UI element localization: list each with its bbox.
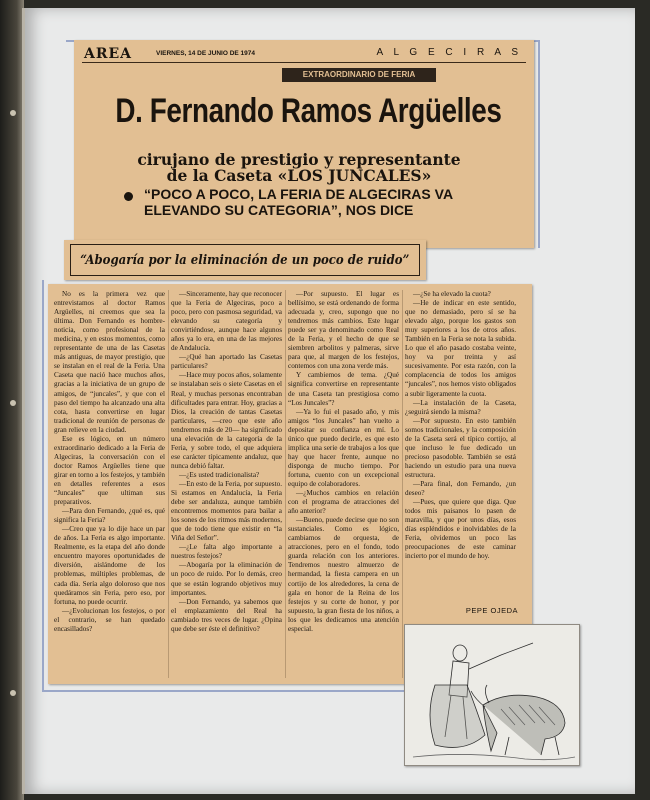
paragraph: —La instalación de la Caseta, ¿seguirá siendo la misma? — [405, 398, 516, 416]
article-headline: D. Fernando Ramos Argüelles — [115, 92, 502, 130]
border-line — [42, 690, 404, 692]
paragraph: —Sinceramente, hay que reconocer que la Feria de Algeciras, poco a poco, pero con pasmosa seguridad, va elevando su categoría y convirtiéndose, aunque hace algunos años ya lo era, en una de las mejores de Andalucía. — [171, 290, 282, 353]
sketch-cape — [430, 685, 485, 747]
paragraph: —Don Fernando, ya sabemos que el emplazamiento del Real ha cambiado tres veces de lugar. ¿Opina que debe ser éste el definitivo? — [171, 597, 282, 633]
paragraph: No es la primera vez que entrevistamos al doctor Ramos Argüelles, ni creemos que sea la última. Don Fernando es hombre-noticia, como profesional de la medicina, y en estos momentos, como representante de una de las Casetas más antiguas, de mayor prestigio, que se instalan en el real de la Feria. Una Caseta que nació hace muchos años, gracias a la iniciativa de un grupo de amigos, de “juncales”, y que con el paso del tiempo ha alcanzado una alta cota, hasta convertirse en lugar tradicional de reunión de personas de gran relieve en la ciudad. — [54, 290, 165, 434]
paragraph: —Por supuesto. En esto también somos tradicionales, y la composición de la Caseta será el típico cortijo, al que incluso le fue dedicado un precioso pasodoble. También se está haciendo un estudio para una nueva estructura. — [405, 416, 516, 479]
binding-ring — [10, 400, 16, 406]
sketch-torero-head — [453, 645, 467, 661]
paragraph: Ese es lógico, en un número extraordinario dedicado a la Feria de Algeciras, la conversación con el doctor Ramos Argüelles tiene que girar en torno a los festejos, y también en detalles referentes a esos “Juncales” que ultiman sus preparativos. — [54, 434, 165, 507]
boxed-quote-clipping — [64, 240, 426, 280]
article-subhead: cirujano de prestigio y representante — [137, 150, 461, 169]
paragraph: —Abogaría por la eliminación de un poco de ruido. Por lo demás, creo que se están logrando objetivos muy importantes. — [171, 561, 282, 597]
pull-quote — [144, 186, 516, 218]
paragraph: —¿Qué han aportado las Casetas particulares? — [171, 353, 282, 371]
bullet-icon — [124, 192, 133, 201]
paragraph: —Pues, que quiere que diga. Que todos mis paisanos lo pasen de maravilla, y que por unos días, esos días espléndidos e inolvidables de la Feria, olvidemos un poco las preocupaciones de este caminar incierto por el mundo de hoy. — [405, 498, 516, 561]
album-binding — [0, 0, 24, 800]
column-rule — [285, 290, 286, 678]
byline: PEPE OJEDA — [465, 606, 518, 615]
newspaper-logo: AREA — [84, 46, 133, 62]
boxed-quote-frame — [70, 244, 420, 276]
header-clipping — [74, 40, 534, 248]
paragraph: —Para don Fernando, ¿qué es, qué significa la Feria? — [54, 507, 165, 525]
border-line — [538, 40, 540, 248]
sketch-torero-arm — [469, 643, 533, 669]
paragraph: —En esto de la Feria, por supuesto. Si estamos en Andalucía, la Feria debe ser andaluza, aunque también encontremos momentos para bailar a los sones de los ritmos más modernos, que de todo tiene que existir en “la Viña del Señor”. — [171, 479, 282, 543]
text-column-3 — [288, 290, 399, 680]
paragraph: —Creo que ya lo dije hace un par de años. La Feria es algo importante. Realmente, es la etapa del año donde encuentro mayores oportunidades de diversión, aislándome de los problemas, múltiples problemas, de cada día. Sería algo doloroso que nos quedáramos sin Feria, pero eso, por fortuna, no puede ocurrir. — [54, 525, 165, 606]
city-name: A L G E C I R A S — [376, 47, 522, 58]
paragraph: —He de indicar en este sentido, que no demasiado, pero sí se ha elevado algo, porque los gastos son muy superiores a los de otros años. También en la Feria se nota la subida. Lo que el año pasado costaba veinte, hoy va por treinta y así sucesivamente. Por esta razón, con la complacencia de todos los amigos “juncales”, nos hemos visto obligados a subir ligeramente la cuota. — [405, 299, 516, 398]
sketch-bull — [483, 695, 565, 755]
paragraph: —¿Muchos cambios en relación con el programa de atracciones del año anterior? — [288, 489, 399, 516]
text-column-1 — [54, 290, 165, 680]
column-rule — [402, 290, 403, 678]
sketch-ground — [413, 754, 575, 759]
header-rule — [82, 62, 526, 63]
column-rule — [168, 290, 169, 678]
paragraph: —Ya lo fui el pasado año, y mis amigos “los Juncales” han vuelto a depositar su confianza en mí. Lo único que puedo decirle, es que esto implica una serie de trabajos a los que hay que hacer frente, aunque no disponga de mucho tiempo. Por fortuna, cuento con un excepcional equipo de colaboradores. — [288, 407, 399, 488]
bullfight-drawing — [404, 624, 580, 766]
binding-ring — [10, 110, 16, 116]
pull-quote-line: ELEVANDO SU CATEGORIA”, NOS DICE — [144, 202, 414, 218]
paragraph: Y cambiemos de tema. ¿Qué significa convertirse en representante de una Caseta tan prestigiosa como “Los Juncales”? — [288, 371, 399, 407]
binding-ring — [10, 690, 16, 696]
text-column-4 — [405, 290, 516, 610]
paragraph: —Hace muy pocos años, solamente se instalaban seis o siete Casetas en el Real, y muchas personas encontraban dificultades para entrar. Hoy, gracias a Dios, la creación de tantas Casetas particulares, —creo que este año tendremos más de 20— ha significado una elevación de la categoría de la Feria, y sobre todo, el que adquiera ese carácter típicamente andaluz, que nunca debió faltar. — [171, 371, 282, 470]
article-subhead: de la Caseta «LOS JUNCALES» — [166, 166, 432, 185]
border-line — [42, 280, 44, 690]
boxed-quote-text: “Abogaría por la eliminación de un poco de ruido” — [80, 252, 410, 268]
paragraph: —Para final, don Fernando, ¿un deseo? — [405, 479, 516, 498]
paragraph: —Bueno, puede decirse que no son sustanciales. Como es lógico, cambiamos de orquesta, de atracciones, pero en el fondo, todo guarda relación con los anteriores. Tendremos nuestro almuerzo de hermandad, la fiesta campera en un cortijo de los alrededores, la cena de gala en honor de la Reina de los festejos y su corte de honor, y por supuesto, la gran fiesta de los niños, a los que les dedicamos una atención especial. — [288, 516, 399, 633]
issue-date: VIERNES, 14 DE JUNIO DE 1974 — [156, 50, 255, 57]
paragraph: —¿Es usted tradicionalista? — [179, 470, 260, 479]
paragraph: —Por supuesto. El lugar es bellísimo, se está ordenando de forma adecuada y, creo, supongo que no tendremos más cambios. Este lugar puede ser ya denominado como Real de la Feria, y el hecho de que se siembren arbolitos y palmeras, sirve para que, al margen de los festejos, contemos con una zona verde más. — [288, 290, 399, 371]
paragraph: —¿Se ha elevado la cuota? — [413, 290, 491, 298]
text-column-2 — [171, 290, 282, 680]
bullfight-sketch-icon — [405, 625, 579, 765]
pull-quote-line: “POCO A POCO, LA FERIA DE ALGECIRAS VA — [144, 186, 454, 202]
paragraph: —¿Evolucionan los festejos, o por el contrario, se han quedado encasillados? — [54, 606, 165, 633]
section-banner: EXTRAORDINARIO DE FERIA — [282, 68, 436, 82]
paragraph: —¿Le falta algo importante a nuestros festejos? — [171, 543, 282, 561]
